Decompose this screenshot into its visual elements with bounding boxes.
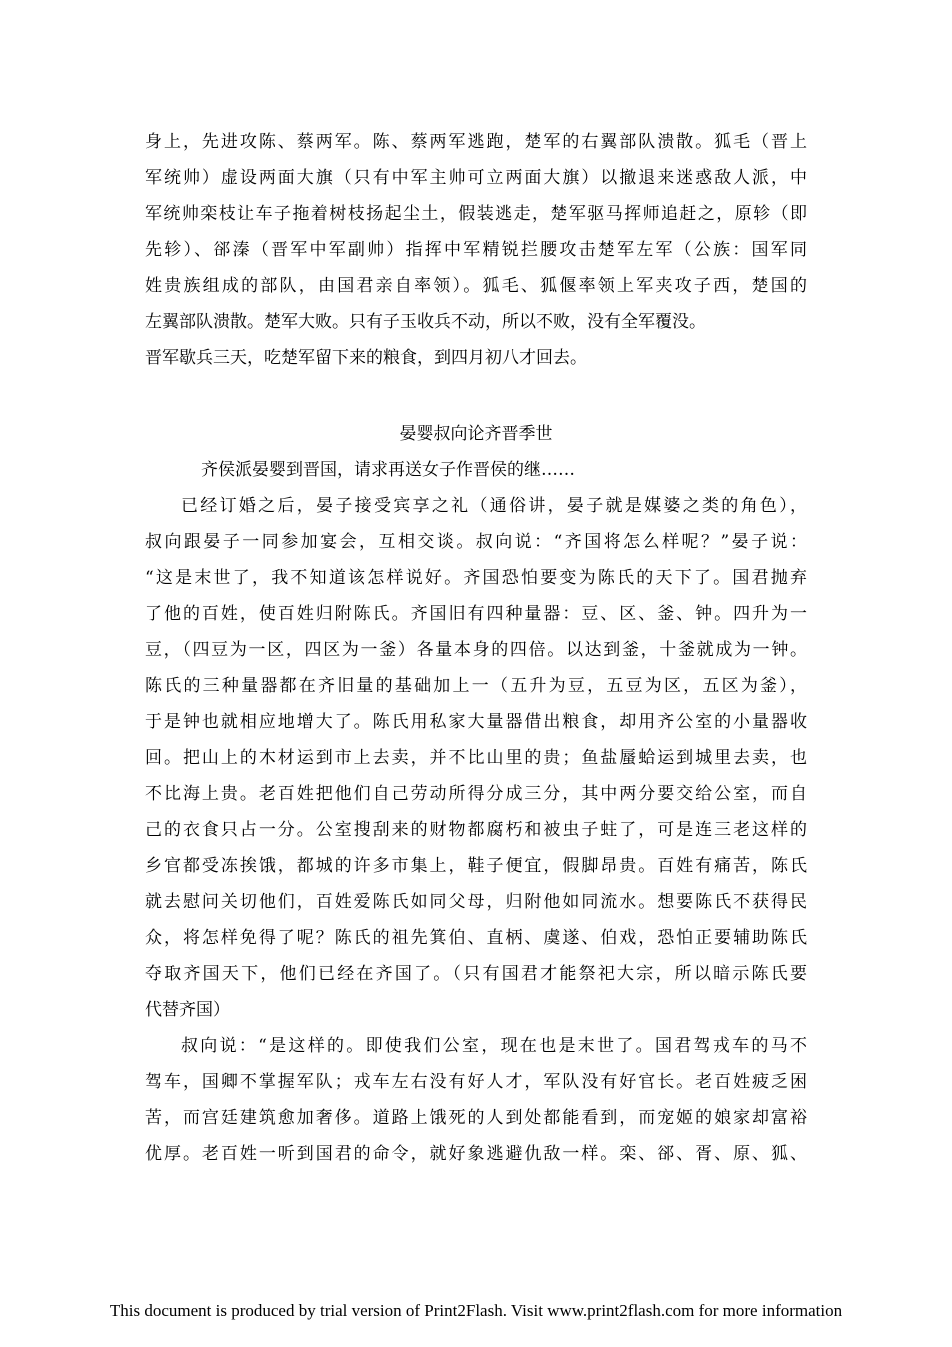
paragraph-line: 就去慰问关切他们，百姓爱陈氏如同父母，归附他如同流水。想要陈氏不获得民 [145,892,807,912]
paragraph-line: “这是末世了，我不知道该怎样说好。齐国恐怕要变为陈氏的天下了。国君抛弃 [145,568,807,588]
paragraph-line: 叔向说：“是这样的。即使我们公室，现在也是末世了。国君驾戎车的马不 [181,1036,807,1056]
paragraph-line: 晋军歇兵三天，吃楚军留下来的粮食，到四月初八才回去。 [145,348,587,368]
paragraph-line: 于是钟也就相应地增大了。陈氏用私家大量器借出粮食，却用齐公室的小量器收 [145,712,807,732]
trial-watermark-footer: This document is produced by trial version of Print2Flash. Visit www.print2flash.com for more information [109,1301,843,1320]
paragraph-line: 了他的百姓，使百姓归附陈氏。齐国旧有四种量器：豆、区、釜、钟。四升为一 [145,604,807,624]
paragraph-line: 回。把山上的木材运到市上去卖，并不比山里的贵；鱼盐蜃蛤运到城里去卖，也 [145,748,807,768]
paragraph-line: 不比海上贵。老百姓把他们自己劳动所得分成三分，其中两分要交给公室，而自 [145,784,807,804]
paragraph-line: 左翼部队溃散。楚军大败。只有子玉收兵不动，所以不败，没有全军覆没。 [145,312,706,332]
paragraph-line: 已经订婚之后，晏子接受宾享之礼（通俗讲，晏子就是媒婆之类的角色）， [181,496,807,516]
paragraph-line: 姓贵族组成的部队，由国君亲自率领）。狐毛、狐偃率领上军夹攻子西，楚国的 [145,276,807,296]
paragraph-line: 身上，先进攻陈、蔡两军。陈、蔡两军逃跑，楚军的右翼部队溃散。狐毛（晋上 [145,132,807,152]
paragraph-line: 军统帅栾枝让车子拖着树枝扬起尘土，假装逃走，楚军驱马挥师追赶之，原轸（即 [145,204,807,224]
paragraph-line: 苦，而宫廷建筑愈加奢侈。道路上饿死的人到处都能看到，而宠姬的娘家却富裕 [145,1108,807,1128]
section-title: 晏婴叔向论齐晋季世 [399,424,553,444]
paragraph-line: 先轸）、郤溱（晋军中军副帅）指挥中军精锐拦腰攻击楚军左军（公族：国军同 [145,240,807,260]
paragraph-line: 乡官都受冻挨饿，都城的许多市集上，鞋子便宜，假脚昂贵。百姓有痛苦，陈氏 [145,856,807,876]
paragraph-line: 豆，（四豆为一区，四区为一釜）各量本身的四倍。以达到釜，十釜就成为一钟。 [145,640,807,660]
paragraph-line: 代替齐国） [145,1000,230,1020]
paragraph-line: 叔向跟晏子一同参加宴会，互相交谈。叔向说：“齐国将怎么样呢？”晏子说： [145,532,807,552]
paragraph-line: 陈氏的三种量器都在齐旧量的基础加上一（五升为豆，五豆为区，五区为釜）， [145,676,807,696]
paragraph-line: 优厚。老百姓一听到国君的命令，就好象逃避仇敌一样。栾、郤、胥、原、狐、 [145,1144,807,1164]
paragraph-line: 夺取齐国天下，他们已经在齐国了。（只有国君才能祭祀大宗，所以暗示陈氏要 [145,964,807,984]
paragraph-line: 众，将怎样免得了呢？陈氏的祖先箕伯、直柄、虞遂、伯戏，恐怕正要辅助陈氏 [145,928,807,948]
intro-line: 齐侯派晏婴到晋国，请求再送女子作晋侯的继…… [201,460,575,480]
paragraph-line: 军统帅）虚设两面大旗（只有中军主帅可立两面大旗）以撤退来迷惑敌人派，中 [145,168,807,188]
paragraph-line: 驾车，国卿不掌握军队；戎车左右没有好人才，军队没有好官长。老百姓疲乏困 [145,1072,807,1092]
paragraph-line: 己的衣食只占一分。公室搜刮来的财物都腐朽和被虫子蛀了，可是连三老这样的 [145,820,807,840]
